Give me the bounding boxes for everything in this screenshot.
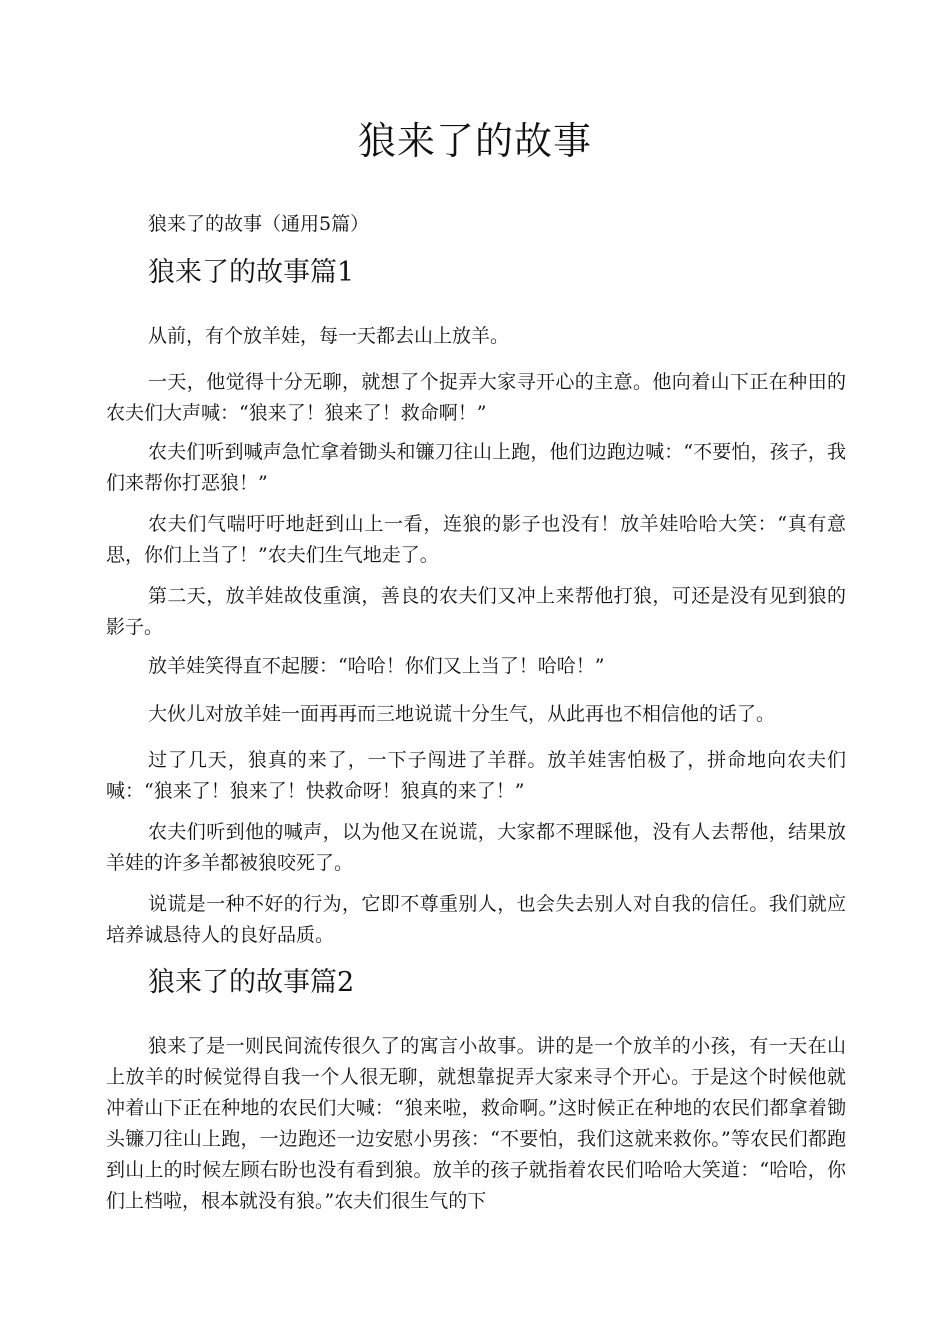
paragraph: 大伙儿对放羊娃一面再再而三地说谎十分生气，从此再也不相信他的话了。 [148, 703, 776, 725]
paragraph: 一天，他觉得十分无聊，就想了个捉弄大家寻开心的主意。他向着山下正在种田的农夫们大声喊：“狼来了！狼来了！救命啊！” [106, 371, 846, 424]
section-heading-1: 狼来了的故事篇1 [148, 257, 355, 288]
paragraph: 从前，有个放羊娃，每一天都去山上放羊。 [148, 325, 510, 347]
paragraph: 说谎是一种不好的行为，它即不尊重别人，也会失去别人对自我的信任。我们就应培养诚恳待人的良好品质。 [106, 893, 846, 946]
paragraph: 农夫们听到他的喊声，以为他又在说谎，大家都不理睬他，没有人去帮他，结果放羊娃的许多羊都被狼咬死了。 [106, 821, 846, 874]
document-subtitle: 狼来了的故事（通用5篇） [148, 213, 370, 235]
paragraph: 农夫们听到喊声急忙拿着锄头和镰刀往山上跑，他们边跑边喊：“不要怕，孩子，我们来帮你打恶狼！” [106, 441, 846, 494]
section-heading-2: 狼来了的故事篇2 [148, 967, 355, 998]
paragraph: 放羊娃笑得直不起腰：“哈哈！你们又上当了！哈哈！” [148, 655, 605, 677]
paragraph: 狼来了是一则民间流传很久了的寓言小故事。讲的是一个放羊的小孩，有一天在山上放羊的时候觉得自我一个人很无聊，就想靠捉弄大家来寻个开心。于是这个时候他就冲着山下正在种地的农民们大喊：“狼来啦，救命啊。”这时候正在种地的农民们都拿着锄头镰刀往山上跑，一边跑还一边安慰小男孩：“不要怕，我们这就来救你。”等农民们都跑到山上的时候左顾右盼也没有看到狼。放羊的孩子就指着农民们哈哈大笑道：“哈哈，你们上档啦，根本就没有狼。”农夫们很生气的下 [106, 1035, 846, 1212]
document-title: 狼来了的故事 [357, 119, 592, 163]
paragraph: 农夫们气喘吁吁地赶到山上一看，连狼的影子也没有！放羊娃哈哈大笑：“真有意思，你们上当了！”农夫们生气地走了。 [106, 513, 846, 566]
paragraph: 第二天，放羊娃故伎重演，善良的农夫们又冲上来帮他打狼，可还是没有见到狼的影子。 [106, 585, 846, 638]
paragraph: 过了几天，狼真的来了，一下子闯进了羊群。放羊娃害怕极了，拼命地向农夫们喊：“狼来了！狼来了！快救命呀！狼真的来了！” [106, 749, 846, 802]
